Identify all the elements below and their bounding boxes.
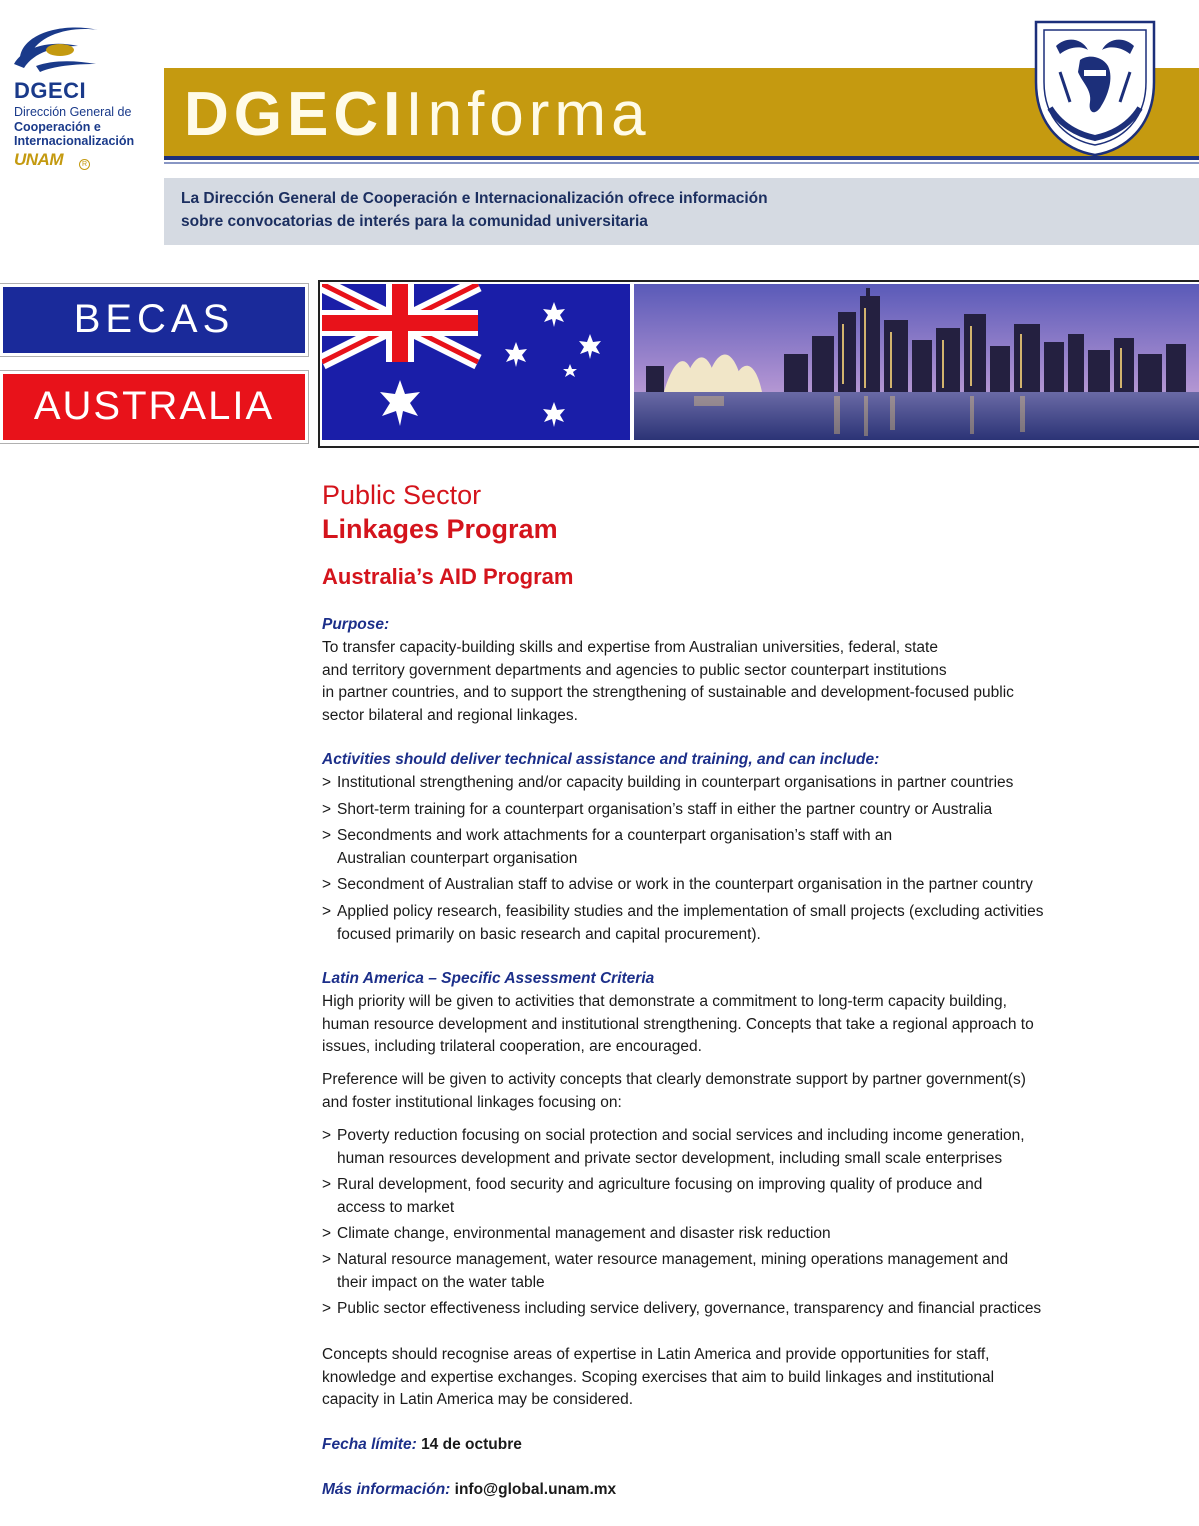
header-image-strip [318,280,1199,448]
latam-line: knowledge and expertise exchanges. Scoping exercises that aim to build linkages and institutional [322,1368,995,1386]
bullet-marker: > [322,827,332,844]
bullet-marker: > [322,1127,332,1144]
latam-item-line: Rural development, food security and agriculture focusing on improving quality of produce and [337,1176,983,1193]
latam-item-line: Poverty reduction focusing on social protection and social services and including income generation, [337,1127,1025,1144]
deadline-label: Fecha límite: [322,1436,417,1453]
latam-item-line: Public sector effectiveness including service delivery, governance, transparency and financial practices [337,1300,1042,1317]
logo-line-2: Cooperación e [14,120,101,134]
program-title: Linkages Program [322,514,558,544]
more-info-email[interactable]: info@global.unam.mx [454,1481,617,1498]
sydney-skyline-icon [634,284,1199,440]
dgeci-logo [10,20,160,180]
intro-line-2: sobre convocatorias de interés para la comunidad universitaria [181,213,648,230]
latam-item-line: human resources development and private sector development, including small scale enterprises [337,1149,1003,1167]
program-aid: Australia’s AID Program [322,564,574,589]
bullet-marker: > [322,903,332,920]
activity-item [322,901,1044,943]
activity-line: Secondment of Australian staff to advise or work in the counterpart organisation in the partner country [337,876,1033,893]
latam-paragraph-1 [322,991,1034,1059]
activity-line: focused primarily on basic research and capital procurement). [337,925,761,943]
activity-item [322,825,893,867]
bullet-marker: > [322,801,332,818]
union-jack-icon [322,284,478,362]
activity-line: Applied policy research, feasibility studies and the implementation of small projects (excluding activities [337,903,1044,920]
becas-label: BECAS [73,297,235,341]
program-sector: Public Sector [322,480,482,510]
banner-title-initial: I [405,80,428,149]
banner-title-bold: DGECI [184,80,406,149]
banner-title-light: nforma [427,80,651,149]
bullet-marker: > [322,1300,332,1317]
more-info-label: Más información: [322,1481,451,1498]
latam-item [322,1125,1025,1167]
latam-heading: Latin America – Specific Assessment Criteria [322,970,655,987]
bullet-marker: > [322,1251,332,1268]
latam-line: capacity in Latin America may be considered. [322,1391,634,1409]
registered-mark: R [79,159,90,170]
activity-item [322,799,993,822]
latam-line: High priority will be given to activities that demonstrate a commitment to long-term capacity building, [322,993,1007,1010]
australian-flag-icon [322,284,630,440]
bullet-marker: > [322,1225,332,1242]
latam-line: Preference will be given to activity concepts that clearly demonstrate support by partner government(s) [322,1071,1026,1088]
purpose-line: To transfer capacity-building skills and expertise from Australian universities, federal, state [322,639,938,656]
activity-line: Secondments and work attachments for a counterpart organisation’s staff with an [337,827,893,844]
intro-text [181,187,768,233]
bullet-marker: > [322,1176,332,1193]
latam-paragraph-2 [322,1069,1026,1114]
purpose-line: and territory government departments and agencies to public sector counterpart institutions [322,661,947,679]
latam-line: and foster institutional linkages focusing on: [322,1093,622,1111]
deadline [322,1434,522,1457]
activity-line: Institutional strengthening and/or capacity building in counterpart organisations in partner countries [337,774,1014,791]
purpose-heading: Purpose: [322,616,390,633]
purpose-line: sector bilateral and regional linkages. [322,706,578,724]
activity-line: Short-term training for a counterpart organisation’s staff in either the partner country or Australia [337,801,993,818]
latam-item [322,1298,1042,1321]
latam-line: human resource development and institutional strengthening. Concepts that take a regional approach to [322,1015,1034,1033]
latam-item [322,1174,983,1216]
banner-divider-thin [164,162,1199,164]
logo-line-1: Dirección General de [14,105,132,119]
latam-paragraph-3 [322,1344,994,1412]
dgeci-swoosh-icon [12,20,104,76]
becas-label-box [0,284,308,356]
activity-item [322,874,1033,897]
purpose-text [322,637,1014,727]
bullet-marker: > [322,774,332,791]
activity-line: Australian counterpart organisation [337,849,578,867]
logo-line-3: Internacionalización [14,134,135,148]
unam-seal-icon [1030,12,1160,157]
activity-item [322,772,1014,795]
latam-item-line: Natural resource management, water resource management, mining operations management and [337,1251,1009,1268]
latam-item [322,1249,1009,1291]
bullet-marker: > [322,876,332,893]
activities-heading: Activities should deliver technical assistance and training, and can include: [322,751,880,768]
deadline-value: 14 de octubre [421,1436,522,1453]
intro-line-1: La Dirección General de Cooperación e Internacionalización ofrece información [181,190,768,207]
australia-label-box [0,371,308,443]
latam-item [322,1223,831,1246]
purpose-line: in partner countries, and to support the strengthening of sustainable and development-focused public [322,684,1014,702]
logo-acronym: DGECI [14,78,87,103]
latam-item-line: Climate change, environmental management and disaster risk reduction [337,1225,831,1242]
latam-line: issues, including trilateral cooperation, are encouraged. [322,1038,702,1056]
intro-box [164,178,1199,245]
logo-unam: UNAM [14,150,63,169]
latam-line: Concepts should recognise areas of expertise in Latin America and provide opportunities for staff, [322,1346,990,1363]
banner-title [184,80,651,150]
more-info [322,1479,616,1502]
latam-item-line: access to market [337,1198,455,1216]
latam-item-line: their impact on the water table [337,1273,545,1291]
australia-label: AUSTRALIA [33,384,275,428]
